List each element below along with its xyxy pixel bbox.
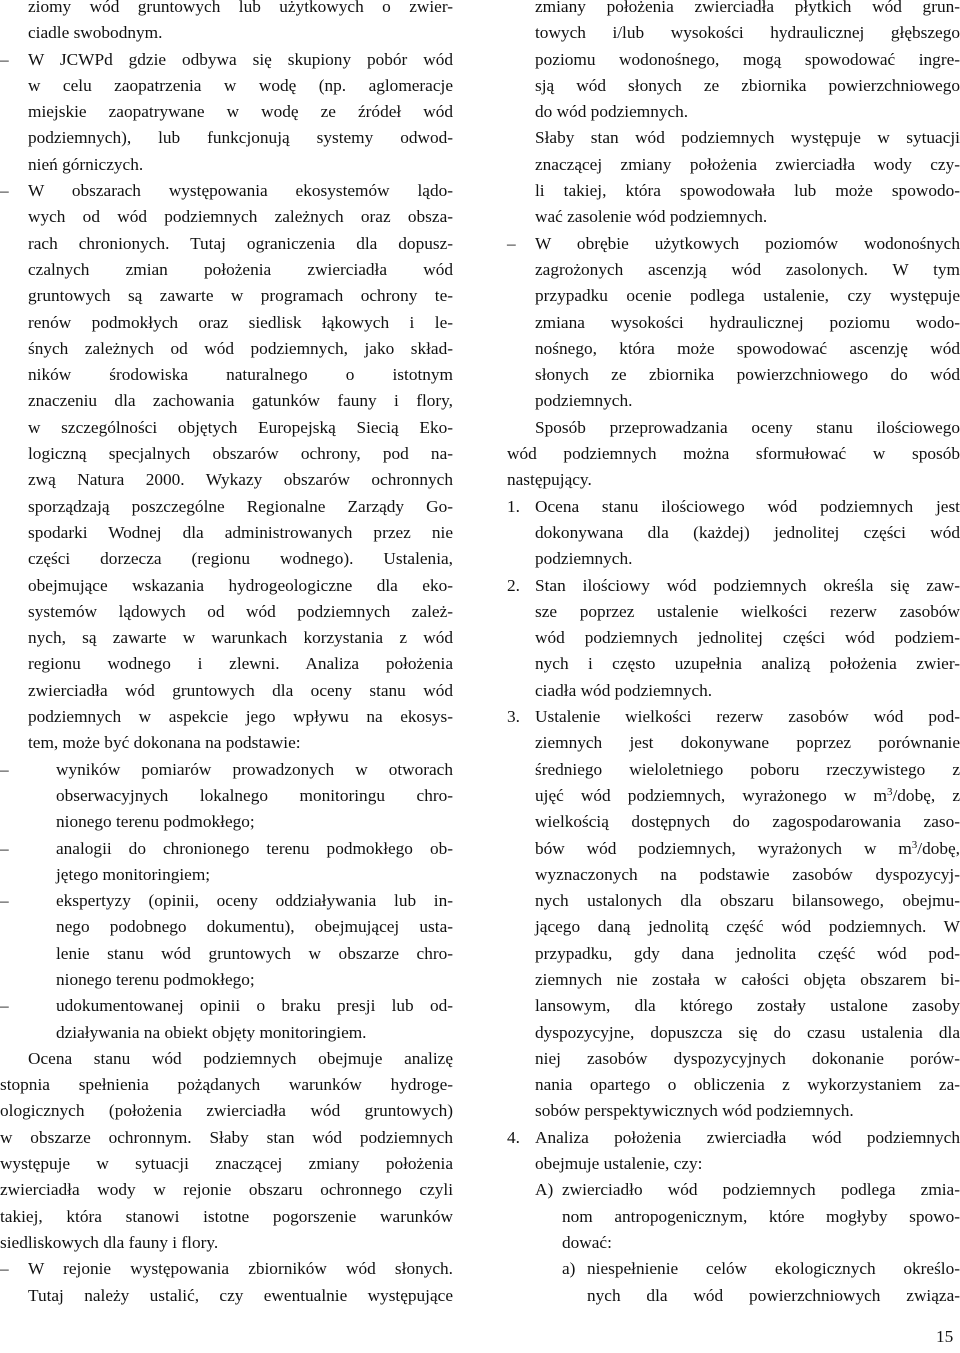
line-text: nośnego, która może spowodować ascenzję wód xyxy=(535,338,960,358)
text-line xyxy=(507,152,960,178)
line-text: tem, może być dokonana na podstawie: xyxy=(28,733,301,753)
line-text: sze poprzez ustalenie wielkości rezerw zasobów xyxy=(535,601,960,621)
text-line xyxy=(0,441,453,467)
list-dash-marker: – xyxy=(0,996,9,1016)
line-text: średniego wieloletniego poboru rzeczywistego z xyxy=(535,759,960,779)
line-text: nych ustalonych dla obszaru bilansowego, obejmu- xyxy=(535,891,960,911)
list-dash-marker: – xyxy=(0,1259,9,1279)
line-text: niespełnienie celów ekologicznych określo- xyxy=(587,1259,960,1279)
text-line xyxy=(507,546,960,572)
list-dash-marker: – xyxy=(507,233,516,253)
line-text: ziomy wód gruntowych lub użytkowych o zwier- xyxy=(28,0,453,16)
text-line xyxy=(0,1020,453,1046)
superscript: 3 xyxy=(886,785,893,798)
text-line xyxy=(0,914,453,940)
text-line xyxy=(507,20,960,46)
line-text: ekspertyzy (opinii, oceny oddziaływania lub in- xyxy=(56,891,453,911)
line-text: Analiza położenia zwierciadła wód podziemnych xyxy=(535,1127,960,1147)
line-text: Sposób przeprowadzania oceny stanu ilościowego xyxy=(535,417,960,437)
line-text: w obszarze ochronnym. Słaby stan wód podziemnych xyxy=(0,1127,453,1147)
line-text: ciadła wód podziemnych. xyxy=(535,680,713,700)
line-text: słonych ze zbiornika powierzchniowego do wód xyxy=(535,365,960,385)
line-text: części dorzecza (regionu wodnego). Ustalenia, xyxy=(28,549,453,569)
text-line xyxy=(507,1151,960,1177)
text-line xyxy=(507,415,960,441)
line-text: nych dla wód powierzchniowych związa- xyxy=(587,1285,960,1305)
text-line xyxy=(0,862,453,888)
line-text: wód podziemnych jednolitej części wód podziem- xyxy=(535,628,960,648)
text-line xyxy=(0,125,453,151)
line-text: wać zasolenie wód podziemnych. xyxy=(535,207,768,227)
line-text-part: ujęć wód podziemnych, wyrażonego w m xyxy=(535,785,887,805)
text-line xyxy=(507,1204,960,1230)
text-line xyxy=(0,310,453,336)
text-line xyxy=(0,573,453,599)
line-text: jącego daną jednolitą część wód podziemnych. W xyxy=(535,917,960,937)
list-dash-marker: – xyxy=(0,838,9,858)
line-text: sobów perspektywicznych wód podziemnych. xyxy=(535,1101,854,1121)
text-line xyxy=(0,178,453,204)
text-line xyxy=(507,941,960,967)
text-line xyxy=(0,836,453,862)
line-text: W obszarach występowania ekosystemów lądo- xyxy=(28,181,453,201)
line-text: dokonywana dla (każdej) jednolitej części wód xyxy=(535,522,960,542)
text-line xyxy=(507,1283,960,1309)
text-line xyxy=(507,231,960,257)
text-line xyxy=(0,20,453,46)
text-line xyxy=(0,1177,453,1203)
line-text: do wód podziemnych. xyxy=(535,102,689,122)
text-line xyxy=(0,1072,453,1098)
line-text: W JCWPd gdzie odbywa się skupiony pobór wód xyxy=(28,49,453,69)
text-line xyxy=(507,599,960,625)
text-line xyxy=(0,888,453,914)
text-line xyxy=(507,494,960,520)
text-line xyxy=(0,599,453,625)
text-line xyxy=(507,678,960,704)
text-line xyxy=(0,467,453,493)
line-text: analogii do chronionego terenu podmokłego ob- xyxy=(56,838,453,858)
list-dash-marker: – xyxy=(0,891,9,911)
line-text: wyników pomiarów prowadzonych w otworach xyxy=(56,759,453,779)
text-line xyxy=(507,625,960,651)
text-line xyxy=(507,310,960,336)
line-text: zwą Natura 2000. Wykazy obszarów ochronnych xyxy=(28,470,453,490)
line-text: przypadku ocenie podlega ustalenie, czy występuje xyxy=(535,286,960,306)
line-text: zwierciadła wód gruntowych dla oceny stanu wód xyxy=(28,680,453,700)
text-line xyxy=(0,1283,453,1309)
line-text: logiczną specjalnych obszarów ochrony, pod na- xyxy=(28,444,453,464)
text-line xyxy=(0,783,453,809)
text-line xyxy=(0,941,453,967)
text-line xyxy=(507,1072,960,1098)
line-text: poziomu wodonośnego, mogą spowodować ingre- xyxy=(535,49,960,69)
line-text: wych od wód podziemnych zależnych oraz obsza- xyxy=(28,207,453,227)
text-line xyxy=(0,99,453,125)
line-text: zwierciadła wody w rejonie obszaru ochronnego czyli xyxy=(0,1180,453,1200)
line-text: wyznaczonych na podstawie zasobów dyspozycyj- xyxy=(535,864,960,884)
line-text: systemów lądowych od wód podziemnych zależ- xyxy=(28,601,453,621)
text-line xyxy=(0,757,453,783)
text-line xyxy=(507,336,960,362)
text-line xyxy=(0,1230,453,1256)
line-text: takiej, która stanowi istotne pogorszenie warunków xyxy=(0,1206,453,1226)
line-text: nom antropogenicznym, które mogłyby spowo- xyxy=(562,1206,960,1226)
line-text: renów podmokłych oraz siedlisk łąkowych i le- xyxy=(28,312,453,332)
line-text: znaczeniu dla zachowania gatunków fauny i flory, xyxy=(28,391,453,411)
text-line xyxy=(0,993,453,1019)
text-line xyxy=(507,967,960,993)
text-line xyxy=(507,862,960,888)
line-text: dyspozycyjne, dopuszcza się do czasu ustalenia dla xyxy=(535,1022,960,1042)
line-text: podziemnych. xyxy=(535,549,633,569)
line-text: W obrębie użytkowych poziomów wodonośnych xyxy=(535,233,960,253)
line-text: obserwacyjnych lokalnego monitoringu chro- xyxy=(56,785,453,805)
line-text-part: bów wód podziemnych, wyrażonych w m xyxy=(535,838,912,858)
text-line xyxy=(507,809,960,835)
line-text: lansowym, dla którego zostały ustalone zasoby xyxy=(535,996,960,1016)
text-line xyxy=(507,730,960,756)
line-text: ników środowiska naturalnego o istotnym xyxy=(28,365,453,385)
line-text: podziemnych), lub funkcjonują systemy odwod- xyxy=(28,128,453,148)
text-line xyxy=(0,1204,453,1230)
line-text: nień górniczych. xyxy=(28,154,144,174)
line-text xyxy=(535,836,960,862)
text-line xyxy=(0,1256,453,1282)
line-text: sporządzają poszczególne Regionalne Zarządy Go- xyxy=(28,496,453,516)
text-line xyxy=(0,257,453,283)
text-line xyxy=(0,415,453,441)
line-text: Ustalenie wielkości rezerw zasobów wód pod- xyxy=(535,707,960,727)
text-line xyxy=(507,783,960,809)
text-line xyxy=(507,1177,960,1203)
list-dash-marker: – xyxy=(0,759,9,779)
list-number-marker: 1. xyxy=(507,496,520,516)
text-line xyxy=(507,204,960,230)
line-text: śnych zależnych od wód podziemnych, jako skład- xyxy=(28,338,453,358)
text-line xyxy=(0,967,453,993)
line-text: nych i często uzupełnia analizą położenia zwier- xyxy=(535,654,960,674)
list-number-marker: 4. xyxy=(507,1127,520,1147)
text-line xyxy=(507,467,960,493)
line-text: rach chronionych. Tutaj ograniczenia dla dopusz- xyxy=(28,233,453,253)
text-line xyxy=(507,283,960,309)
text-line xyxy=(507,651,960,677)
page-number: 15 xyxy=(936,1327,954,1346)
line-text: Słaby stan wód podziemnych występuje w sytuacji xyxy=(535,128,960,148)
line-text-part: /dobę, xyxy=(917,838,960,858)
text-line xyxy=(0,809,453,835)
line-text: występuje w sytuacji znaczącej zmiany położenia xyxy=(0,1154,453,1174)
text-line xyxy=(0,231,453,257)
line-text: nych, są zawarte w warunkach korzystania z wód xyxy=(28,628,453,648)
list-number-marker: A) xyxy=(535,1180,554,1200)
line-text: nania opartego o obliczenia z wykorzystaniem za- xyxy=(535,1075,960,1095)
line-text: dować: xyxy=(562,1232,612,1252)
list-dash-marker: – xyxy=(0,181,9,201)
line-text: ziemnych jest dokonywane poprzez porównanie xyxy=(535,733,960,753)
line-text: ziemnych nie została w całości objęta obszarem bi- xyxy=(535,969,960,989)
text-line xyxy=(507,993,960,1019)
text-line xyxy=(0,651,453,677)
list-number-marker: 3. xyxy=(507,707,520,727)
text-line xyxy=(507,178,960,204)
text-line xyxy=(0,362,453,388)
text-line xyxy=(507,73,960,99)
text-line xyxy=(507,441,960,467)
line-text: następujący. xyxy=(507,470,592,490)
text-line xyxy=(507,836,960,862)
text-line xyxy=(0,1125,453,1151)
text-line xyxy=(0,678,453,704)
line-text: Ocena stanu wód podziemnych obejmuje analizę xyxy=(28,1048,453,1068)
line-text xyxy=(535,783,960,809)
line-text: nego podobnego dokumentu), obejmującej usta- xyxy=(56,917,453,937)
text-line xyxy=(0,152,453,178)
line-text: Tutaj należy ustalić, czy ewentualnie występujące xyxy=(28,1285,453,1305)
line-text: przypadku, gdy dana jednolita część wód pod- xyxy=(535,943,960,963)
text-line xyxy=(507,0,960,20)
text-line xyxy=(507,704,960,730)
line-text: obejmuje ustalenie, czy: xyxy=(535,1154,703,1174)
line-text: obejmujące wskazania hydrogeologiczne dla eko- xyxy=(28,575,453,595)
line-text: w szczególności objętych Europejską Siecią Eko- xyxy=(28,417,453,437)
text-line xyxy=(507,1256,960,1282)
line-text: zmiany położenia zwierciadła płytkich wód grun- xyxy=(535,0,960,16)
text-line xyxy=(507,257,960,283)
line-text: zmiana wysokości hydraulicznej poziomu wodo- xyxy=(535,312,960,332)
left-text-column xyxy=(0,0,453,1309)
text-line xyxy=(507,362,960,388)
line-text: regionu wodnego i zlewni. Analiza położenia xyxy=(28,654,453,674)
line-text: wód podziemnych można sformułować w sposób xyxy=(507,444,960,464)
text-line xyxy=(0,73,453,99)
line-text: stopnia spełnienia pożądanych warunków hydroge- xyxy=(0,1075,453,1095)
text-line xyxy=(507,757,960,783)
line-text: zagrożonych ascenzją wód zasolonych. W tym xyxy=(535,259,960,279)
line-text: jętego monitoringiem; xyxy=(56,864,211,884)
line-text: Ocena stanu ilościowego wód podziemnych jest xyxy=(535,496,960,516)
line-text: ologicznych (położenia zwierciadła wód gruntowych) xyxy=(0,1101,453,1121)
text-line xyxy=(507,914,960,940)
line-text: w celu zaopatrzenia w wodę (np. aglomeracje xyxy=(28,75,453,95)
line-text: W rejonie występowania zbiorników wód słonych. xyxy=(28,1259,453,1279)
text-line xyxy=(0,520,453,546)
line-text: gruntowych są zawarte w programach ochrony te- xyxy=(28,286,453,306)
line-text: miejskie zaopatrywane w wodę ze źródeł wód xyxy=(28,102,453,122)
line-text: siedliskowych dla fauny i flory. xyxy=(0,1232,219,1252)
line-text: udokumentowanej opinii o braku presji lub od- xyxy=(56,996,453,1016)
text-line xyxy=(507,888,960,914)
text-line xyxy=(0,1098,453,1124)
list-number-marker: 2. xyxy=(507,575,520,595)
text-line xyxy=(507,1098,960,1124)
line-text-part: /dobę, z xyxy=(892,785,960,805)
line-text: podziemnych. xyxy=(535,391,633,411)
text-line xyxy=(507,125,960,151)
superscript: 3 xyxy=(911,838,918,851)
text-line xyxy=(0,1151,453,1177)
text-line xyxy=(0,704,453,730)
text-line xyxy=(0,546,453,572)
text-line xyxy=(507,99,960,125)
line-text: wielkością dostępnych do zagospodarowania zaso- xyxy=(535,812,960,832)
text-line xyxy=(507,573,960,599)
text-line xyxy=(507,520,960,546)
line-text: niej zasobów dyspozycyjnych dokonanie porów- xyxy=(535,1048,960,1068)
text-line xyxy=(0,388,453,414)
line-text: nionego terenu podmokłego; xyxy=(56,812,255,832)
line-text: zwierciadło wód podziemnych podlega zmia- xyxy=(562,1180,960,1200)
text-line xyxy=(507,1046,960,1072)
line-text: lenie stanu wód gruntowych w obszarze chro- xyxy=(56,943,453,963)
text-line xyxy=(507,1230,960,1256)
text-line xyxy=(507,388,960,414)
text-line xyxy=(0,336,453,362)
text-line xyxy=(0,47,453,73)
line-text: działywania na obiekt objęty monitoringiem. xyxy=(56,1022,367,1042)
text-line xyxy=(507,1125,960,1151)
line-text: towych i/lub wysokości hydraulicznej głębszego xyxy=(535,23,960,43)
text-line xyxy=(0,730,453,756)
text-line xyxy=(0,283,453,309)
line-text: podziemnych w aspekcie jego wpływu na ekosys- xyxy=(28,707,453,727)
line-text: znaczącej zmiany położenia zwierciadła wody czy- xyxy=(535,154,960,174)
text-line xyxy=(0,0,453,20)
line-text: Stan ilościowy wód podziemnych określa się zaw- xyxy=(535,575,960,595)
line-text: spodarki Wodnej dla administrowanych przez nie xyxy=(28,522,453,542)
text-line xyxy=(507,47,960,73)
text-line xyxy=(507,1020,960,1046)
text-line xyxy=(0,494,453,520)
list-number-marker: a) xyxy=(562,1259,576,1279)
line-text: ciadle swobodnym. xyxy=(28,23,163,43)
line-text: sją wód słonych ze zbiornika powierzchniowego xyxy=(535,75,960,95)
text-line xyxy=(0,204,453,230)
list-dash-marker: – xyxy=(0,49,9,69)
right-text-column xyxy=(507,0,960,1309)
text-line xyxy=(0,1046,453,1072)
text-line xyxy=(0,625,453,651)
line-text: li takiej, która spowodowała lub może spowodo- xyxy=(535,181,960,201)
line-text: czalnych zmian położenia zwierciadła wód xyxy=(28,259,453,279)
line-text: nionego terenu podmokłego; xyxy=(56,969,255,989)
